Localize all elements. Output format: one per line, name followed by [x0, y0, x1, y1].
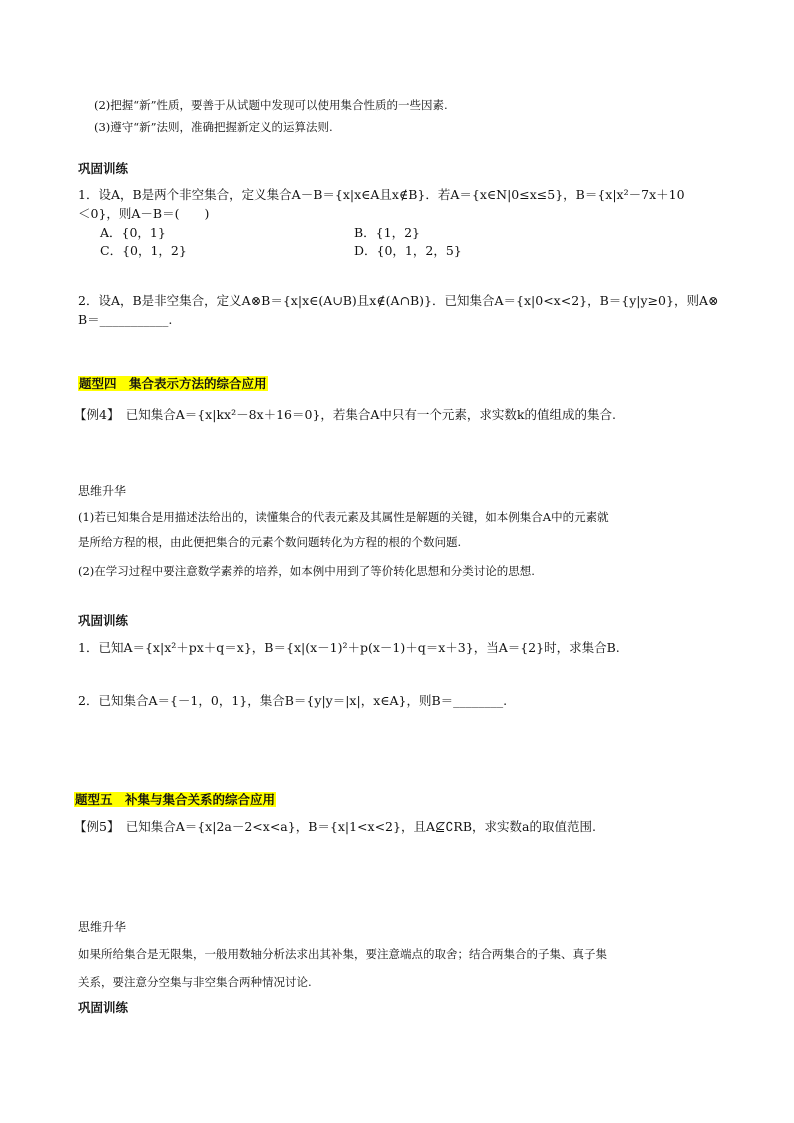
practice-heading-2: 巩固训练 [78, 613, 129, 628]
thinking1-p2: (2)在学习过程中要注意数学素养的培养，如本例中用到了等价转化思想和分类讨论的思想. [78, 564, 535, 578]
option-b: B．{1，2} [354, 225, 420, 240]
practice1-q2-line1: 2．设A，B是非空集合，定义A⊗B＝{x|x∈(A∪B)且x∉(A∩B)}．已知集合A＝{x|0<x<2}，B＝{y|y≥0}，则A⊗ [78, 293, 719, 308]
note-2: (2)把握“新”性质，要善于从试题中发现可以使用集合性质的一些因素. [94, 98, 448, 112]
practice1-q1-line2: ＜0}，则A－B＝( ) [78, 206, 210, 221]
thinking-heading-2: 思维升华 [78, 920, 127, 934]
thinking1-p1-line1: (1)若已知集合是用描述法给出的，读懂集合的代表元素及其属性是解题的关键，如本例集合A中的元素就 [78, 510, 609, 524]
thinking2-line1: 如果所给集合是无限集，一般用数轴分析法求出其补集，要注意端点的取舍；结合两集合的子集、真子集 [78, 947, 607, 961]
practice1-q2-line2: B＝___________. [78, 312, 173, 327]
thinking1-p1-line2: 是所给方程的根，由此便把集合的元素个数问题转化为方程的根的个数问题. [78, 535, 462, 549]
thinking2-line2: 关系，要注意分空集与非空集合两种情况讨论. [78, 975, 312, 989]
section4-title [78, 375, 268, 393]
example-5: 【例5】 已知集合A＝{x|2a－2<x<a}，B＝{x|1<x<2}，且A⊈∁RB，求实数a的取值范围. [74, 819, 596, 834]
practice-heading-1: 巩固训练 [78, 161, 129, 176]
practice2-q2: 2．已知集合A＝{－1，0，1}，集合B＝{y|y＝|x|，x∈A}，则B＝________. [78, 693, 508, 708]
option-d: D．{0，1，2，5} [354, 243, 462, 258]
option-a: A．{0，1} [100, 225, 166, 240]
example-4: 【例4】 已知集合A＝{x|kx²－8x＋16＝0}，若集合A中只有一个元素，求实数k的值组成的集合. [74, 407, 616, 422]
practice-heading-3: 巩固训练 [78, 1000, 129, 1015]
section5-title-text: 题型五 补集与集合关系的综合应用 [75, 792, 276, 807]
practice2-q1: 1．已知A＝{x|x²＋px＋q＝x}，B＝{x|(x－1)²＋p(x－1)＋q＝x＋3}，当A＝{2}时，求集合B. [78, 640, 620, 655]
section5-title [74, 791, 276, 809]
thinking-heading-1: 思维升华 [78, 484, 127, 498]
option-c: C．{0，1，2} [100, 243, 187, 258]
section4-title-text: 题型四 集合表示方法的综合应用 [79, 376, 267, 391]
note-3: (3)遵守“新”法则，准确把握新定义的运算法则. [94, 120, 333, 134]
practice1-q1-line1: 1．设A，B是两个非空集合，定义集合A－B＝{x|x∈A且x∉B}．若A＝{x∈N|0≤x≤5}，B＝{x|x²－7x＋10 [78, 187, 685, 202]
